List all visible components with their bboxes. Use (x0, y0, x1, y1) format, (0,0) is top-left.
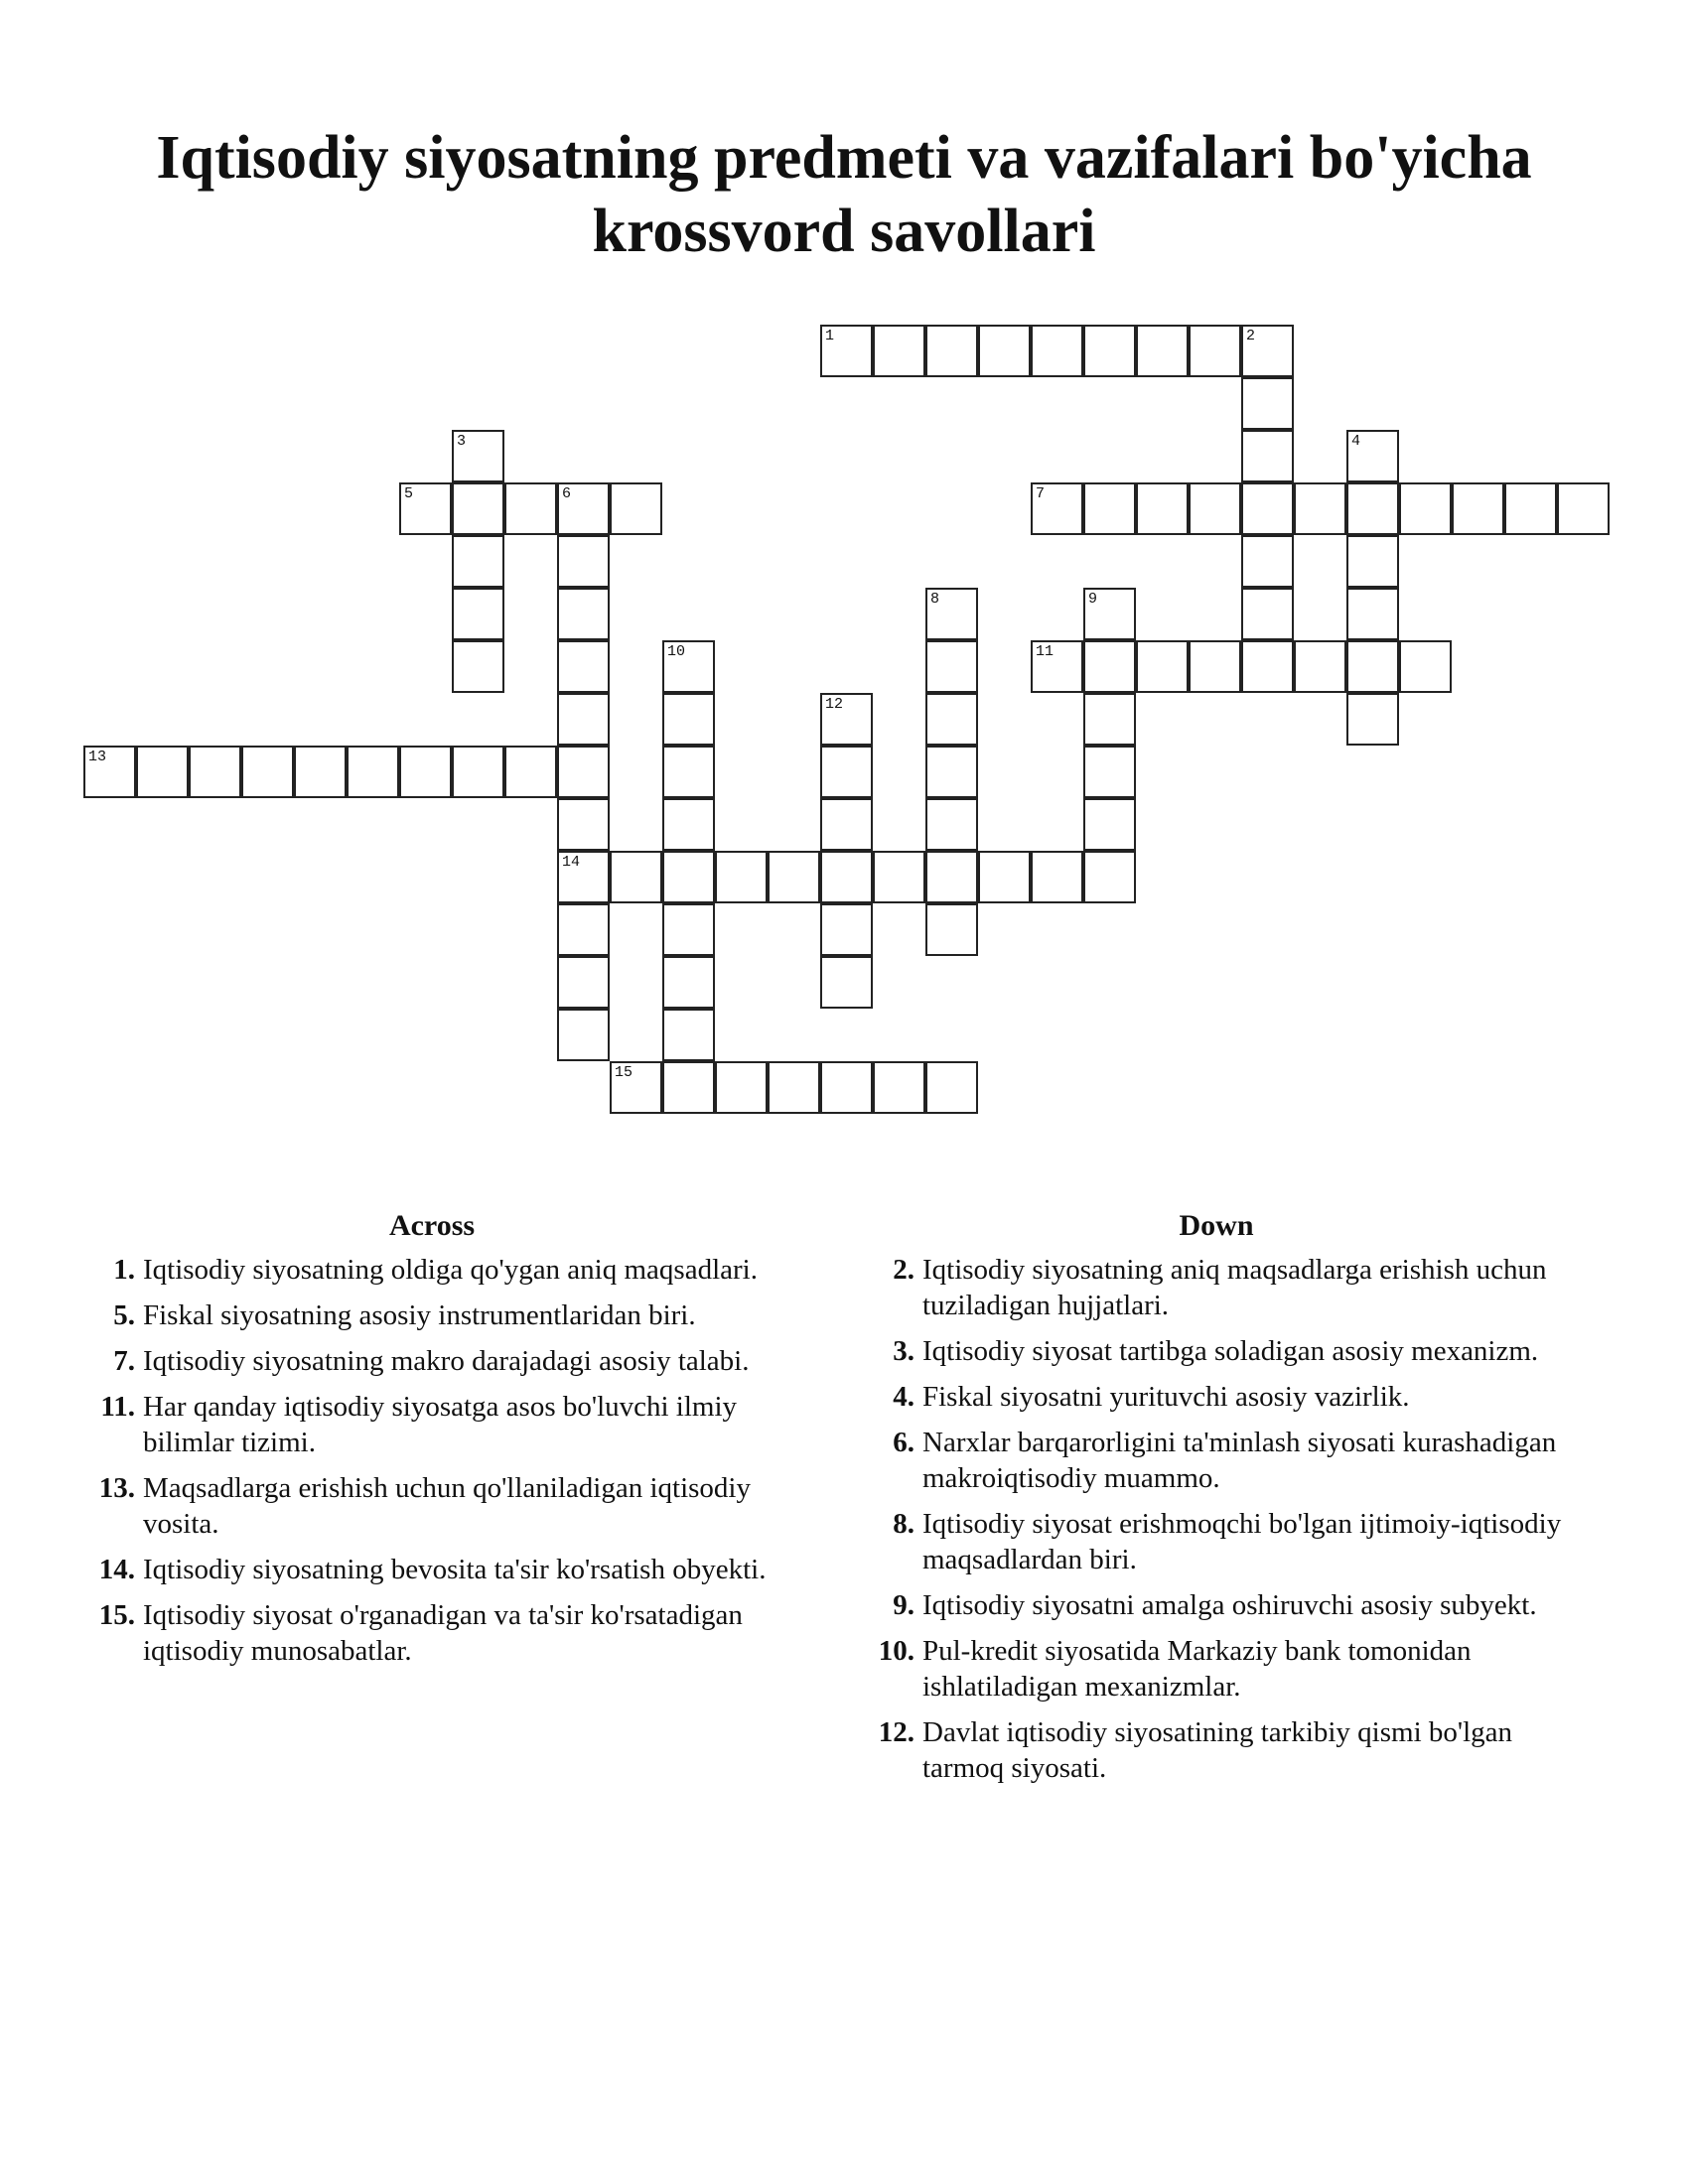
crossword-cell[interactable] (925, 798, 978, 851)
across-clue (79, 1297, 784, 1333)
crossword-cell[interactable] (925, 1061, 978, 1114)
cell-number: 1 (825, 328, 835, 344)
crossword-cell[interactable] (294, 746, 347, 798)
clue-text: Pul-kredit siyosatida Markaziy bank tomonidan ishlatiladigan mexanizmlar. (922, 1635, 1472, 1703)
clue-number: 14. (98, 1554, 135, 1585)
crossword-cell[interactable] (925, 640, 978, 693)
crossword-cell[interactable] (662, 746, 715, 798)
crossword-cell[interactable] (504, 482, 557, 535)
across-clue (79, 1343, 784, 1379)
crossword-cell[interactable] (1136, 482, 1189, 535)
crossword-cell[interactable] (557, 640, 610, 693)
crossword-cell[interactable] (820, 956, 873, 1009)
crossword-cell[interactable] (557, 903, 610, 956)
crossword-cell[interactable] (662, 640, 715, 693)
crossword-cell[interactable] (1399, 482, 1452, 535)
crossword-cell[interactable] (925, 325, 978, 377)
crossword-cell[interactable] (1241, 535, 1294, 588)
down-clue (859, 1379, 1574, 1415)
clue-number: 15. (98, 1599, 135, 1631)
crossword-cell[interactable] (925, 588, 978, 640)
crossword-cell[interactable] (820, 746, 873, 798)
crossword-cell[interactable] (1136, 640, 1189, 693)
cell-number: 11 (1036, 643, 1055, 660)
across-heading: Across (388, 1209, 476, 1242)
cell-number: 9 (1088, 591, 1098, 608)
crossword-cell[interactable] (1346, 693, 1399, 746)
crossword-cell[interactable] (1241, 588, 1294, 640)
crossword-cell[interactable] (1189, 325, 1241, 377)
crossword-cell[interactable] (1083, 798, 1136, 851)
cell-number: 3 (457, 433, 467, 450)
crossword-cell[interactable] (452, 535, 504, 588)
clue-number: 10. (878, 1635, 914, 1667)
crossword-cell[interactable] (452, 746, 504, 798)
crossword-cell[interactable] (662, 903, 715, 956)
crossword-cell[interactable] (1399, 640, 1452, 693)
clue-text: Iqtisodiy siyosatning oldiga qo'ygan aniq maqsadlari. (143, 1254, 758, 1286)
clue-text: Har qanday iqtisodiy siyosatga asos bo'luvchi ilmiy bilimlar tizimi. (143, 1391, 738, 1458)
page-title-line-1: Iqtisodiy siyosatning predmeti va vazifalari bo'yicha (156, 124, 1532, 192)
clue-number: 9. (893, 1589, 914, 1621)
crossword-cell[interactable] (557, 1009, 610, 1061)
across-clue (79, 1597, 784, 1669)
down-clue (859, 1506, 1574, 1577)
crossword-cell[interactable] (662, 851, 715, 903)
clue-text: Iqtisodiy siyosatni amalga oshiruvchi asosiy subyekt. (922, 1589, 1537, 1621)
clue-number: 11. (100, 1391, 135, 1423)
crossword-cell[interactable] (557, 535, 610, 588)
crossword-cell[interactable] (1031, 482, 1083, 535)
crossword-cell[interactable] (452, 482, 504, 535)
clue-number: 4. (893, 1381, 914, 1413)
crossword-cell[interactable] (662, 693, 715, 746)
crossword-cell[interactable] (1557, 482, 1610, 535)
clue-text: Iqtisodiy siyosat tartibga soladigan asosiy mexanizm. (922, 1335, 1539, 1367)
crossword-cell[interactable] (1031, 851, 1083, 903)
clue-text: Iqtisodiy siyosatning aniq maqsadlarga erishish uchun tuziladigan hujjatlari. (922, 1254, 1547, 1321)
crossword-cell[interactable] (610, 1061, 662, 1114)
crossword-cell[interactable] (1189, 482, 1241, 535)
down-clue (859, 1633, 1574, 1705)
crossword-cell[interactable] (1083, 640, 1136, 693)
crossword-cell[interactable] (1031, 640, 1083, 693)
crossword-cell[interactable] (820, 1061, 873, 1114)
down-clue (859, 1252, 1574, 1323)
clue-text: Iqtisodiy siyosat erishmoqchi bo'lgan ijtimoiy-iqtisodiy maqsadlardan biri. (922, 1508, 1562, 1575)
down-clue (859, 1425, 1574, 1496)
crossword-cell[interactable] (1241, 325, 1294, 377)
crossword-cell[interactable] (978, 325, 1031, 377)
clue-text: Fiskal siyosatni yurituvchi asosiy vazirlik. (922, 1381, 1410, 1413)
clue-number: 1. (113, 1254, 135, 1286)
down-clue (859, 1333, 1574, 1369)
crossword-cell[interactable] (662, 956, 715, 1009)
crossword-cell[interactable] (768, 1061, 820, 1114)
across-clue (79, 1552, 784, 1587)
down-heading: Down (1179, 1209, 1254, 1242)
down-clue (859, 1587, 1574, 1623)
crossword-cell[interactable] (1241, 377, 1294, 430)
crossword-cell[interactable] (347, 746, 399, 798)
crossword-cell[interactable] (873, 1061, 925, 1114)
crossword-cell[interactable] (1294, 482, 1346, 535)
crossword-cell[interactable] (1083, 325, 1136, 377)
crossword-cell[interactable] (1241, 430, 1294, 482)
clue-number: 12. (878, 1716, 914, 1748)
crossword-cell[interactable] (1294, 640, 1346, 693)
clue-text: Davlat iqtisodiy siyosatining tarkibiy qismi bo'lgan tarmoq siyosati. (922, 1716, 1513, 1784)
crossword-grid (83, 325, 1603, 1119)
down-clues (859, 1206, 1574, 1796)
crossword-cell[interactable] (452, 430, 504, 482)
crossword-cell[interactable] (557, 746, 610, 798)
crossword-cell[interactable] (715, 1061, 768, 1114)
crossword-cell[interactable] (610, 851, 662, 903)
crossword-cell[interactable] (1083, 482, 1136, 535)
crossword-cell[interactable] (241, 746, 294, 798)
crossword-cell[interactable] (399, 482, 452, 535)
crossword-cell[interactable] (662, 798, 715, 851)
crossword-cell[interactable] (1346, 482, 1399, 535)
crossword-cell[interactable] (557, 798, 610, 851)
cell-number: 12 (825, 696, 844, 713)
cell-number: 4 (1351, 433, 1361, 450)
cell-number: 8 (930, 591, 940, 608)
crossword-cell[interactable] (925, 851, 978, 903)
cell-number: 13 (88, 749, 107, 765)
crossword-cell[interactable] (1083, 693, 1136, 746)
crossword-cell[interactable] (820, 798, 873, 851)
crossword-cell[interactable] (557, 482, 610, 535)
crossword-cell[interactable] (1241, 482, 1294, 535)
crossword-cell[interactable] (1346, 588, 1399, 640)
clue-number: 6. (893, 1427, 914, 1458)
crossword-cell[interactable] (715, 851, 768, 903)
down-clue (859, 1714, 1574, 1786)
cell-number: 14 (562, 854, 581, 871)
crossword-cell[interactable] (83, 746, 136, 798)
page-title (60, 121, 1628, 268)
crossword-cell[interactable] (1189, 640, 1241, 693)
crossword-cell[interactable] (557, 693, 610, 746)
crossword-cell[interactable] (1452, 482, 1504, 535)
crossword-cell[interactable] (557, 956, 610, 1009)
crossword-cell[interactable] (189, 746, 241, 798)
across-clues (79, 1206, 784, 1679)
crossword-cell[interactable] (1136, 325, 1189, 377)
across-clue (79, 1470, 784, 1542)
crossword-cell[interactable] (662, 1061, 715, 1114)
cell-number: 15 (615, 1064, 633, 1081)
page-title-line-2: krossvord savollari (592, 198, 1096, 265)
crossword-cell[interactable] (662, 1009, 715, 1061)
crossword-cell[interactable] (1241, 640, 1294, 693)
crossword-cell[interactable] (610, 482, 662, 535)
crossword-cell[interactable] (768, 851, 820, 903)
crossword-cell[interactable] (452, 588, 504, 640)
crossword-cell[interactable] (873, 851, 925, 903)
crossword-cell[interactable] (452, 640, 504, 693)
crossword-cell[interactable] (925, 746, 978, 798)
clue-text: Narxlar barqarorligini ta'minlash siyosati kurashadigan makroiqtisodiy muammo. (922, 1427, 1557, 1494)
clue-text: Maqsadlarga erishish uchun qo'llaniladigan iqtisodiy vosita. (143, 1472, 751, 1540)
crossword-cell[interactable] (820, 851, 873, 903)
crossword-cell[interactable] (1083, 746, 1136, 798)
clue-number: 3. (893, 1335, 914, 1367)
crossword-cell[interactable] (1346, 430, 1399, 482)
crossword-cell[interactable] (1083, 851, 1136, 903)
crossword-cell[interactable] (1083, 588, 1136, 640)
clue-number: 2. (893, 1254, 914, 1286)
cell-number: 6 (562, 485, 572, 502)
crossword-cell[interactable] (925, 903, 978, 956)
across-clue (79, 1252, 784, 1288)
crossword-cell[interactable] (1504, 482, 1557, 535)
crossword-cell[interactable] (504, 746, 557, 798)
clue-text: Iqtisodiy siyosatning bevosita ta'sir ko'rsatish obyekti. (143, 1554, 767, 1585)
clue-text: Iqtisodiy siyosatning makro darajadagi asosiy talabi. (143, 1345, 750, 1377)
cell-number: 7 (1036, 485, 1046, 502)
clue-number: 8. (893, 1508, 914, 1540)
crossword-cell[interactable] (557, 851, 610, 903)
crossword-cell[interactable] (136, 746, 189, 798)
crossword-cell[interactable] (557, 588, 610, 640)
crossword-cell[interactable] (1346, 640, 1399, 693)
crossword-cell[interactable] (820, 325, 873, 377)
cell-number: 2 (1246, 328, 1256, 344)
crossword-cell[interactable] (820, 903, 873, 956)
across-clue (79, 1389, 784, 1460)
clue-number: 7. (113, 1345, 135, 1377)
clue-number: 5. (113, 1299, 135, 1331)
crossword-cell[interactable] (820, 693, 873, 746)
crossword-cell[interactable] (925, 693, 978, 746)
crossword-cell[interactable] (1346, 535, 1399, 588)
clue-text: Iqtisodiy siyosat o'rganadigan va ta'sir ko'rsatadigan iqtisodiy munosabatlar. (143, 1599, 743, 1667)
crossword-cell[interactable] (399, 746, 452, 798)
cell-number: 10 (667, 643, 686, 660)
crossword-cell[interactable] (873, 325, 925, 377)
clue-text: Fiskal siyosatning asosiy instrumentlaridan biri. (143, 1299, 696, 1331)
cell-number: 5 (404, 485, 414, 502)
crossword-cell[interactable] (1031, 325, 1083, 377)
crossword-cell[interactable] (978, 851, 1031, 903)
clue-number: 13. (98, 1472, 135, 1504)
